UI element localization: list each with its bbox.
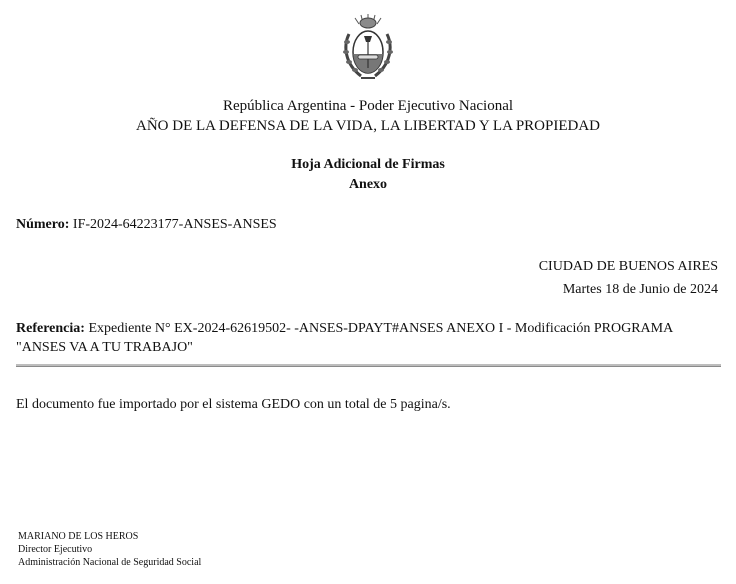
year-motto: AÑO DE LA DEFENSA DE LA VIDA, LA LIBERTAD Y LA PROPIEDAD — [135, 118, 600, 134]
coat-of-arms-icon — [339, 12, 397, 84]
document-title: Hoja Adicional de Firmas — [291, 157, 445, 172]
document-number-value: IF-2024-64223177-ANSES-ANSES — [72, 217, 277, 232]
reference-label: Referencia: — [16, 321, 85, 336]
government-header: República Argentina - Poder Ejecutivo Nacional — [222, 98, 514, 114]
document-number — [16, 216, 277, 234]
signer-name: MARIANO DE LOS HEROS — [18, 531, 139, 542]
document-subtitle: Anexo — [348, 177, 388, 192]
document-location: CIUDAD DE BUENOS AIRES — [538, 259, 718, 274]
signer-organization: Administración Nacional de Seguridad Social — [18, 557, 202, 568]
signer-role: Director Ejecutivo — [18, 544, 93, 555]
document-number-label: Número: — [16, 217, 70, 232]
divider — [16, 364, 721, 367]
reference-value: Expediente N° EX-2024-62619502- -ANSES-DPAYT#ANSES ANEXO I - Modificación PROGRAMA "ANSES VA A TU TRABAJO" — [16, 321, 673, 355]
document-date: Martes 18 de Junio de 2024 — [562, 282, 718, 297]
body-text: El documento fue importado por el sistema GEDO con un total de 5 pagina/s. — [16, 397, 451, 412]
reference — [16, 319, 676, 357]
